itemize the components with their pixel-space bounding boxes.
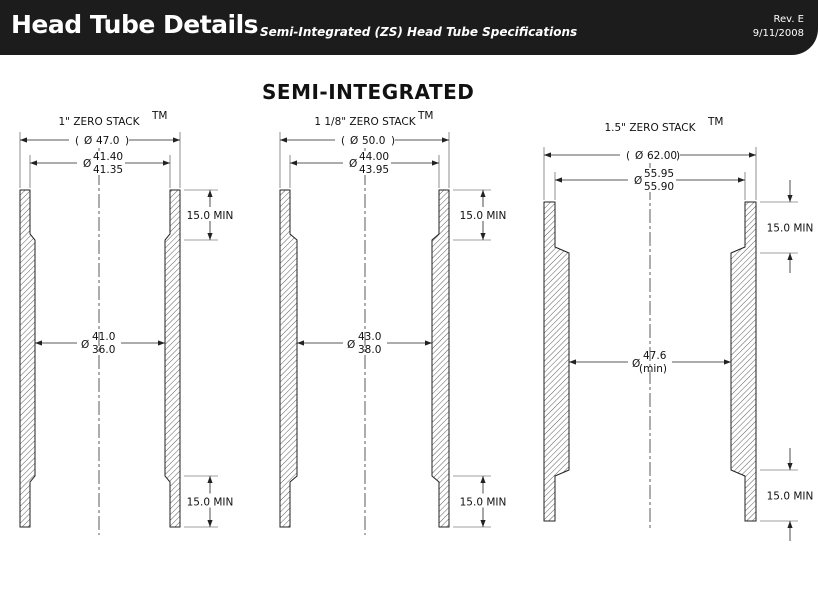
head-tube-panel-1 xyxy=(20,110,236,535)
bottom-depth-value: 15.0 MIN xyxy=(766,490,814,503)
paren-right: ) xyxy=(676,150,681,162)
arrowhead xyxy=(480,476,485,483)
diameter-symbol: Ø xyxy=(632,358,641,370)
revision-date: 9/11/2008 xyxy=(752,28,804,39)
diameter-symbol: Ø xyxy=(83,158,92,170)
inner-diameter-upper: 41.0 xyxy=(92,331,116,343)
inner-diameter-lower: 36.0 xyxy=(92,344,116,356)
arrowhead xyxy=(787,521,792,528)
trademark-mark: TM xyxy=(708,116,724,128)
outer-diameter-value: 47.0 xyxy=(96,135,120,147)
paren-right: ) xyxy=(391,135,396,147)
page-subtitle: Semi-Integrated (ZS) Head Tube Specifications xyxy=(260,25,578,39)
paren-left: ( xyxy=(626,150,631,162)
arrowhead xyxy=(30,160,37,165)
arrowhead xyxy=(749,152,756,157)
bore-lower-limit: 43.95 xyxy=(359,164,390,176)
arrowhead xyxy=(480,190,485,197)
arrowhead xyxy=(787,195,792,202)
arrowhead xyxy=(207,520,212,527)
diameter-symbol: Ø xyxy=(635,150,644,162)
bore-upper-limit: 55.95 xyxy=(644,168,675,180)
arrowhead xyxy=(163,160,170,165)
arrowhead xyxy=(480,520,485,527)
diameter-symbol: Ø xyxy=(347,339,356,351)
arrowhead xyxy=(297,340,304,345)
arrowhead xyxy=(569,359,576,364)
diameter-symbol: Ø xyxy=(350,135,359,147)
arrowhead xyxy=(442,137,449,142)
arrowhead xyxy=(280,137,287,142)
paren-right: ) xyxy=(125,135,130,147)
bore-upper-limit: 41.40 xyxy=(93,151,124,163)
bore-lower-limit: 41.35 xyxy=(93,164,124,176)
arrowhead xyxy=(207,190,212,197)
diameter-symbol: Ø xyxy=(84,135,93,147)
diameter-symbol: Ø xyxy=(81,339,90,351)
paren-left: ( xyxy=(75,135,80,147)
arrowhead xyxy=(544,152,551,157)
head-tube-panel-2 xyxy=(280,110,509,535)
revision-label: Rev. E xyxy=(773,14,804,25)
arrowhead xyxy=(787,253,792,260)
arrowhead xyxy=(738,177,745,182)
inner-diameter-upper: 47.6 xyxy=(643,350,667,362)
arrowhead xyxy=(724,359,731,364)
right-wall-section xyxy=(165,190,180,527)
bottom-depth-value: 15.0 MIN xyxy=(186,496,234,509)
arrowhead xyxy=(290,160,297,165)
arrowhead xyxy=(425,340,432,345)
left-wall-section xyxy=(544,202,569,521)
outer-diameter-value: 62.00 xyxy=(647,150,678,162)
arrowhead xyxy=(20,137,27,142)
diameter-symbol: Ø xyxy=(349,158,358,170)
bore-upper-limit: 44.00 xyxy=(359,151,390,163)
trademark-mark: TM xyxy=(418,110,434,122)
panel-label: 1.5" ZERO STACK xyxy=(604,122,696,134)
top-depth-value: 15.0 MIN xyxy=(459,210,507,222)
top-depth-value: 15.0 MIN xyxy=(766,222,814,235)
bottom-depth-value: 15.0 MIN xyxy=(459,496,507,509)
arrowhead xyxy=(207,233,212,240)
diameter-symbol: Ø xyxy=(634,175,643,187)
head-tube-panel-3 xyxy=(544,116,813,541)
right-wall-section xyxy=(432,190,449,527)
arrowhead xyxy=(555,177,562,182)
inner-diameter-upper: 43.0 xyxy=(358,331,382,343)
outer-diameter-value: 50.0 xyxy=(362,135,386,147)
panel-label: 1 1/8" ZERO STACK xyxy=(314,116,416,128)
arrowhead xyxy=(207,476,212,483)
arrowhead xyxy=(35,340,42,345)
paren-left: ( xyxy=(341,135,346,147)
arrowhead xyxy=(787,463,792,470)
arrowhead xyxy=(432,160,439,165)
left-wall-section xyxy=(280,190,297,527)
inner-diameter-note: (min) xyxy=(639,363,667,375)
arrowhead xyxy=(173,137,180,142)
trademark-mark: TM xyxy=(152,110,168,122)
left-wall-section xyxy=(20,190,35,527)
inner-diameter-lower: 38.0 xyxy=(358,344,382,356)
bore-lower-limit: 55.90 xyxy=(644,181,675,193)
panel-label: 1" ZERO STACK xyxy=(58,116,140,128)
top-depth-value: 15.0 MIN xyxy=(186,210,234,222)
arrowhead xyxy=(158,340,165,345)
page-title: Head Tube Details xyxy=(11,10,259,39)
arrowhead xyxy=(480,233,485,240)
main-title: SEMI-INTEGRATED xyxy=(262,80,475,104)
right-wall-section xyxy=(731,202,756,521)
